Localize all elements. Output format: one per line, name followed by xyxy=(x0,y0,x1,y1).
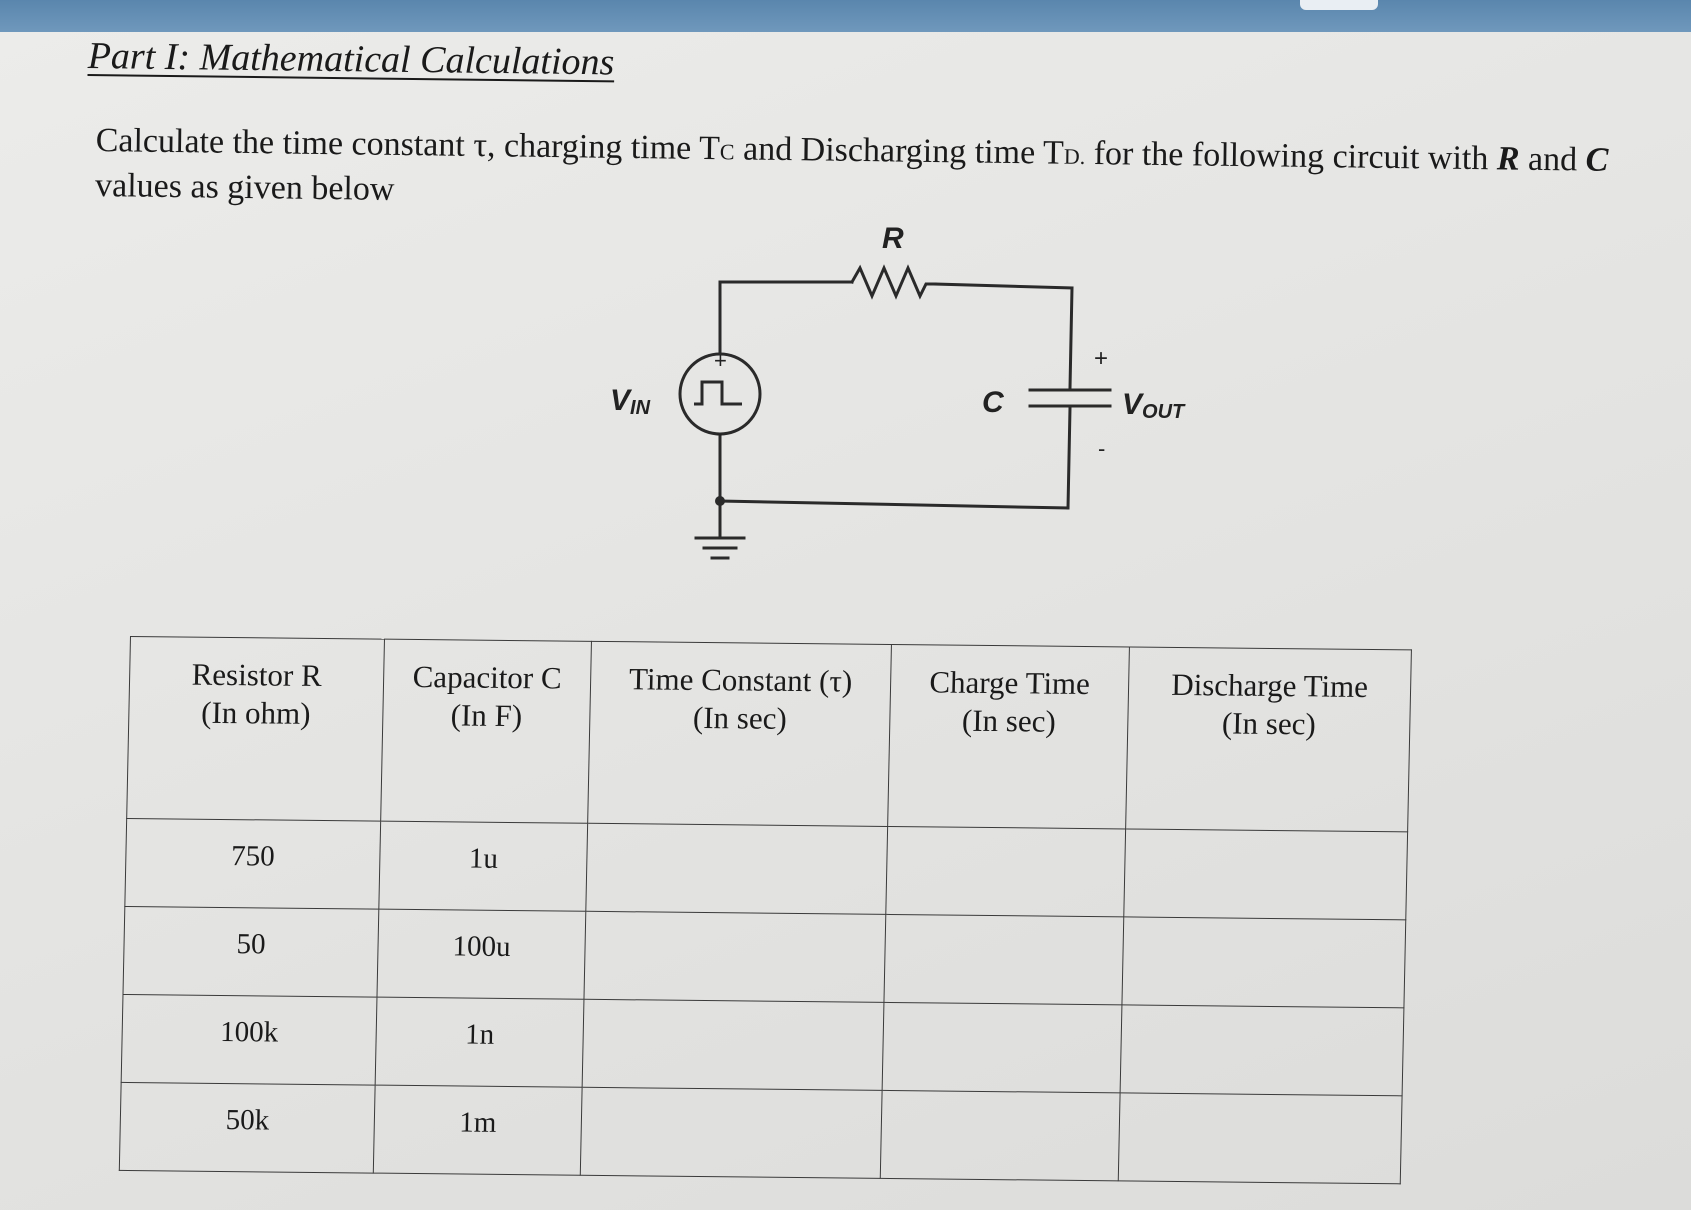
pulse-waveform-icon xyxy=(694,382,742,404)
header-resistor-title: Resistor R xyxy=(191,656,323,694)
header-capacitor-title: Capacitor C xyxy=(412,658,563,696)
instructions-part5: values as given below xyxy=(94,166,395,208)
tab-handle xyxy=(1300,0,1378,10)
cell-time-constant xyxy=(584,911,886,1002)
cell-capacitor: 1n xyxy=(375,997,584,1087)
capacitor-label: C xyxy=(982,386,1004,419)
vin-label xyxy=(610,384,651,419)
instructions-part1: Calculate the time constant τ, charging time T xyxy=(95,121,721,168)
header-discharge-time-title: Discharge Time xyxy=(1170,666,1369,704)
source-plus-label: + xyxy=(714,348,727,373)
cell-resistor: 50 xyxy=(123,906,379,997)
instructions-part2: and Discharging time T xyxy=(734,130,1065,172)
vout-label xyxy=(1122,388,1186,423)
cell-discharge-time xyxy=(1120,1005,1404,1096)
cell-charge-time xyxy=(882,1002,1122,1092)
cell-time-constant xyxy=(582,999,884,1090)
header-capacitor-unit: (In F) xyxy=(450,697,523,734)
header-discharge-time-unit: (In sec) xyxy=(1221,705,1317,742)
header-charge-time-title: Charge Time xyxy=(929,664,1091,702)
cell-time-constant xyxy=(586,823,888,914)
vout-sub: OUT xyxy=(1142,401,1185,423)
table-row xyxy=(119,1082,1402,1183)
r-symbol: R xyxy=(1496,140,1520,178)
cell-charge-time xyxy=(884,914,1124,1004)
cell-discharge-time xyxy=(1118,1093,1402,1184)
cell-resistor: 750 xyxy=(125,818,381,909)
resistor-label: R xyxy=(882,222,904,255)
cell-discharge-time xyxy=(1122,917,1406,1008)
cell-discharge-time xyxy=(1124,829,1408,920)
vout-main: V xyxy=(1122,388,1143,421)
header-time-constant-unit: (In sec) xyxy=(692,699,788,736)
header-time-constant xyxy=(588,641,892,826)
rc-circuit-diagram xyxy=(590,220,1230,610)
instructions-part4: and xyxy=(1519,140,1586,179)
header-resistor xyxy=(127,637,385,822)
ground-symbol xyxy=(696,538,744,558)
window-top-bar xyxy=(0,0,1691,32)
table-row xyxy=(121,994,1404,1095)
wire-bottom xyxy=(720,501,1068,508)
vout-minus-label: - xyxy=(1098,436,1106,461)
instructions-part3: for the following circuit with xyxy=(1084,134,1498,178)
td-subscript: D. xyxy=(1063,143,1086,169)
cell-capacitor: 100u xyxy=(377,909,586,999)
page-title: Part I: Mathematical Calculations xyxy=(87,34,615,84)
header-capacitor xyxy=(381,639,592,823)
cell-resistor: 100k xyxy=(121,994,377,1085)
header-time-constant-title: Time Constant (τ) xyxy=(628,661,853,699)
header-charge-time-unit: (In sec) xyxy=(961,702,1057,739)
header-charge-time xyxy=(888,644,1130,828)
table-row xyxy=(123,906,1406,1007)
tc-subscript: C xyxy=(719,139,735,165)
wire-right-top xyxy=(1070,288,1072,388)
vin-main: V xyxy=(610,384,631,417)
cell-time-constant xyxy=(580,1087,882,1178)
instructions-text xyxy=(95,120,1616,227)
table-row xyxy=(125,818,1408,919)
cell-capacitor: 1u xyxy=(379,821,588,911)
cell-capacitor: 1m xyxy=(373,1085,582,1175)
c-symbol: C xyxy=(1585,141,1609,179)
cell-charge-time xyxy=(880,1090,1120,1180)
table-header-row xyxy=(127,637,1412,832)
wire-right-bottom xyxy=(1068,408,1070,508)
junction-dot xyxy=(715,496,725,506)
wire-top-right xyxy=(935,284,1072,288)
source-minus-label: - xyxy=(716,423,723,445)
cell-charge-time xyxy=(886,826,1126,916)
calculation-table-wrapper xyxy=(119,636,1412,1184)
cell-resistor: 50k xyxy=(119,1082,375,1173)
vout-plus-label: + xyxy=(1094,345,1109,372)
vin-sub: IN xyxy=(630,397,651,419)
calculation-table xyxy=(119,636,1412,1184)
header-discharge-time xyxy=(1126,647,1412,832)
resistor-symbol xyxy=(852,268,935,296)
header-resistor-unit: (In ohm) xyxy=(200,694,311,731)
